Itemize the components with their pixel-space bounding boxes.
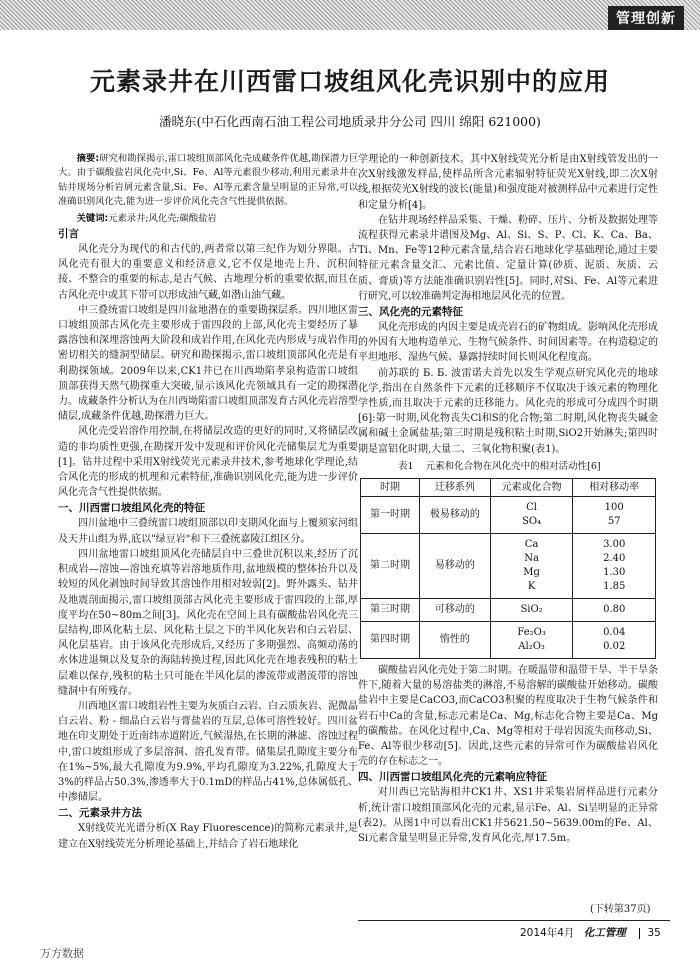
table-cell-series: 易移动的 [420,534,491,599]
table-cell-period: 第二时期 [361,534,420,599]
table-title: 元素和化合物在风化壳中的相对活动性[6] [425,460,601,472]
footer-magazine: 化工管理 [583,927,626,939]
paragraph: 前苏联的 Б. Б. 波雷诺夫首先以发生学观点研究风化壳的地球化学,指出在自然条件下元素的迁移顺序不仅取决于该元素的物理化学性质,而且取决于元素的迁移能力。风化壳的形成可分成四个时期[6]:第一时期,风化物丧失Cl和S的化合物;第二时期,风化物丧失碱金属和碱土金属盐基;第三时期是残积粘土时期,SiO2开始淋失;第四时期是富铝化时期,大量二、三氧化物积聚(表1)。 [358,367,658,455]
abstract-text: 研究和勘探揭示,雷口坡组顶部风化壳成藏条件优越,勘探潜力巨大。由于碳酸盐岩风化壳中,Si、Fe、Al等元素很少移动,利用元素录井在钻井现场分析岩屑元素含量,Si、Fe、Al等元素含量呈明显的正异常,可以准确识别风化壳,能为进一步评价风化壳含气性提供依据。 [58,153,358,208]
paragraph: 川西地区雷口坡组岩性主要为灰质白云岩、白云质灰岩、泥微晶白云岩、粉 - 细晶白云岩与膏盐岩的互层,总体可溶性较好。四川盆地在印支期处于近南纬赤道附近,气候湿热,在长期的淋滤、溶蚀过程中,雷口坡组形成了多层溶洞、溶孔发育带。储集层孔隙度主要分布在1%~5%,最大孔隙度为9.9%,平均孔隙度为3.22%,孔隙度大于3%的样品占50.3%,渗透率大于0.1mD的样品占41%,总体属低孔、中渗储层。 [58,700,358,804]
footer-rule [358,920,670,921]
table-cell-series: 极易移动的 [420,497,491,534]
keywords [58,212,358,226]
table-cell-rates: 100 57 [573,497,656,534]
footer-date: 2014年4月 [520,927,575,939]
section-tag: 管理创新 [608,6,684,30]
page-number: 35 [647,927,661,939]
footer-separator [639,928,640,939]
paragraph: 四川盆地中三叠统雷口坡组顶部以印支期风化面与上覆须家河组及天井山组为界,底以"绿豆岩"和下三叠统嘉陵江组区分。 [58,518,358,545]
table-cell-rates: 0.04 0.02 [573,622,656,659]
keywords-text: 元素录井;风化壳;碳酸盐岩 [108,212,217,224]
paragraph: 四川盆地雷口坡组顶风化壳储层自中三叠世沉积以来,经历了沉积成岩—溶蚀—溶蚀充填等岩溶地质作用,盆地级模的整体抬升以及较短的风化剥蚀时间导致其溶蚀作用相对较弱[2]。野外露头、钻井及地震剖面揭示,雷口坡组顶部古风化壳主要形成于雷四段的上部,厚度平均在50~80m之间[3]。风化壳在空间上具有碳酸盐岩风化壳三层结构,即风化粘土层、风化粘土层之下的半风化灰岩和白云岩层、风化层基岩。由于该风化壳形成后,又经历了多期强烈、高频动荡的水体进退频以及复杂的海陆转换过程,因此风化壳在地表残积的粘土层难以保存,残积的粘土只可能在半风化层的渗流带或潜流带的溶蚀缝洞中有所残存。 [58,548,358,697]
paragraph: X射线荧光光谱分析(X Ray Fluorescence)的简称元素录井,是建立在X射线荧光分析理论基础上,并结合了岩石地球化 [58,823,358,850]
abstract-label: 摘要: [76,153,100,164]
page-footer [520,925,661,940]
heading-section-1: 一、川西雷口坡组风化壳的特征 [58,502,205,515]
table-row [361,599,656,622]
heading-section-3: 三、风化壳的元素特征 [358,306,463,319]
paragraph: 学理论的一种创新技术。其中X射线荧光分析是由X射线管发出的一次X射线激发样品,使样品所含元素辐射特征荧光X射线,即二次X射线,根据荧光X射线的波长(能量)和强度能对被测样品中元素进行定性和定量分析[4]。 [358,154,658,211]
heading-section-4: 四、川西雷口坡组风化壳的元素响应特征 [358,771,547,784]
table-header: 元素或化合物 [490,478,573,496]
paragraph: 在钻井现场经样品采集、干燥、粉碎、压片、分析及数据处理等流程获得元素录井谱图及Mg、Al、Si、S、P、Cl、K、Ca、Ba、Ti、Mn、Fe等12种元素含量,结合岩石地球化学基础理论,通过主要特征元素含量交汇、元素比值、定量计算(砂质、泥质、灰质、云质、膏质)等方法能准确识别岩性[5]。同时,对Si、Fe、Al等元素进行研究,可以较准确判定海相地层风化壳的位置。 [358,214,658,302]
table-row [361,622,656,659]
table-header: 时期 [361,478,420,496]
table-row [361,497,656,534]
table-header-row [361,478,656,496]
paragraph: 风化壳分为现代的和古代的,两者常以第三纪作为划分界限。古风化壳有很大的重要意义和经济意义,它不仅是地壳上升、沉积间接、不整合的重要的标志,是古气候、古地理分析的重要依据,而且在古风化壳中或其下带可以形成油气藏,如潜山油气藏。 [58,244,358,301]
table-cell-elements: Fe₂O₃ Al₂O₃ [490,622,573,659]
table-cell-series: 惰性的 [420,622,491,659]
table-header: 迁移系列 [420,478,491,496]
paragraph: 中三叠统雷口坡组是四川盆地潜在的重要勘探层系。四川地区雷口坡组顶部古风化壳主要形成于雷四段的上部,风化壳主要经历了暴露溶蚀和深埋溶蚀两大阶段和成岩作用,在风化壳内形成与成岩作用密切相关的缝洞型储层。研究和勘探揭示,雷口坡组顶部风化壳是有利勘探领域。2009年以来,CK1井已在川西坳陷孝泉构造雷口坡组顶部获得天然气勘探重大突破,显示该风化壳领域具有一定的勘探潜力。成藏条件分析认为在川西坳陷雷口坡组顶部发育古风化壳岩溶型储层,成藏条件优越,勘探潜力巨大。 [58,304,358,423]
keywords-label: 关键词: [76,212,109,224]
table-number: 表1 [398,460,414,472]
right-column [358,152,658,846]
author-line: 潘晓东(中石化西南石油工程公司地质录井分公司 四川 绵阳 621000) [159,114,541,129]
table-cell-period: 第一时期 [361,497,420,534]
mobility-table [360,478,656,659]
source-watermark: 万方数据 [40,947,84,960]
table-header: 相对移动率 [573,478,656,496]
paragraph: 对川西已完钻海相井CK1井、XS1井采集岩屑样品进行元素分析,统计雷口坡组顶部风化壳的元素,显示Fe、Al、Si呈明显的正异常(表2)。从图1中可以看出CK1井5621.50~5639.00m的Fe、Al、Si元素含量呈明显正异常,发育风化壳,厚17.5m。 [358,787,658,845]
table-cell-rates: 3.00 2.40 1.30 1.85 [573,534,656,599]
header-band [0,0,700,30]
table-cell-rates: 0.80 [573,599,656,622]
table-cell-period: 第三时期 [361,599,420,622]
heading-intro: 引言 [58,228,79,241]
article-title: 元素录井在川西雷口坡组风化壳识别中的应用 [89,67,610,96]
left-column [58,152,358,852]
table-cell-elements: Cl SO₄ [490,497,573,534]
abstract [58,152,358,210]
table-caption [358,459,658,475]
paragraph: 风化壳形成的内因主要是成壳岩石的矿物组成。影响风化壳形成的外因有大地构造单元、生物气候条件、时间因素等。在构造稳定的平坦地形、湿热气候、暴露持续时间长则风化程度高。 [358,322,658,364]
table-row [361,534,656,599]
paragraph: 风化壳受岩溶作用控制,在将储层改造的更好的同时,又将储层改造的非均质性更强,在勘探开发中发现和评价风化壳储集层尤为重要[1]。钻井过程中采用X射线荧光元素录井技术,参考地球化学理论,结合风化壳的形成的机理和元素特征,准确识别风化壳,能为进一步评价风化壳含气性提供依据。 [58,426,358,499]
table-cell-series: 可移动的 [420,599,491,622]
table-cell-elements: SiO₂ [490,599,573,622]
continued-note: (下转第37页) [590,904,651,915]
paragraph: 碳酸盐岩风化壳处于第二时期。在暖温带和温带干旱、半干旱条件下,随着大量的易溶盐类的淋溶,不易溶解的碳酸盐开始移动。碳酸盐岩中主要是CaCO3,而CaCO3积聚的程度取决于生物气候条件和岩石中Ca的含量,标志元素是Ca、Mg,标志化合物主要是Ca、Mg的碳酸盐。在风化过程中,Ca、Mg等相对于母岩因流失而移动,Si、Fe、Al等很少移动[5]。因此,这些元素的异常可作为碳酸盐岩风化壳的存在标志之一。 [358,665,658,768]
heading-section-2: 二、元素录井方法 [58,807,142,820]
table-cell-period: 第四时期 [361,622,420,659]
table-cell-elements: Ca Na Mg K [490,534,573,599]
